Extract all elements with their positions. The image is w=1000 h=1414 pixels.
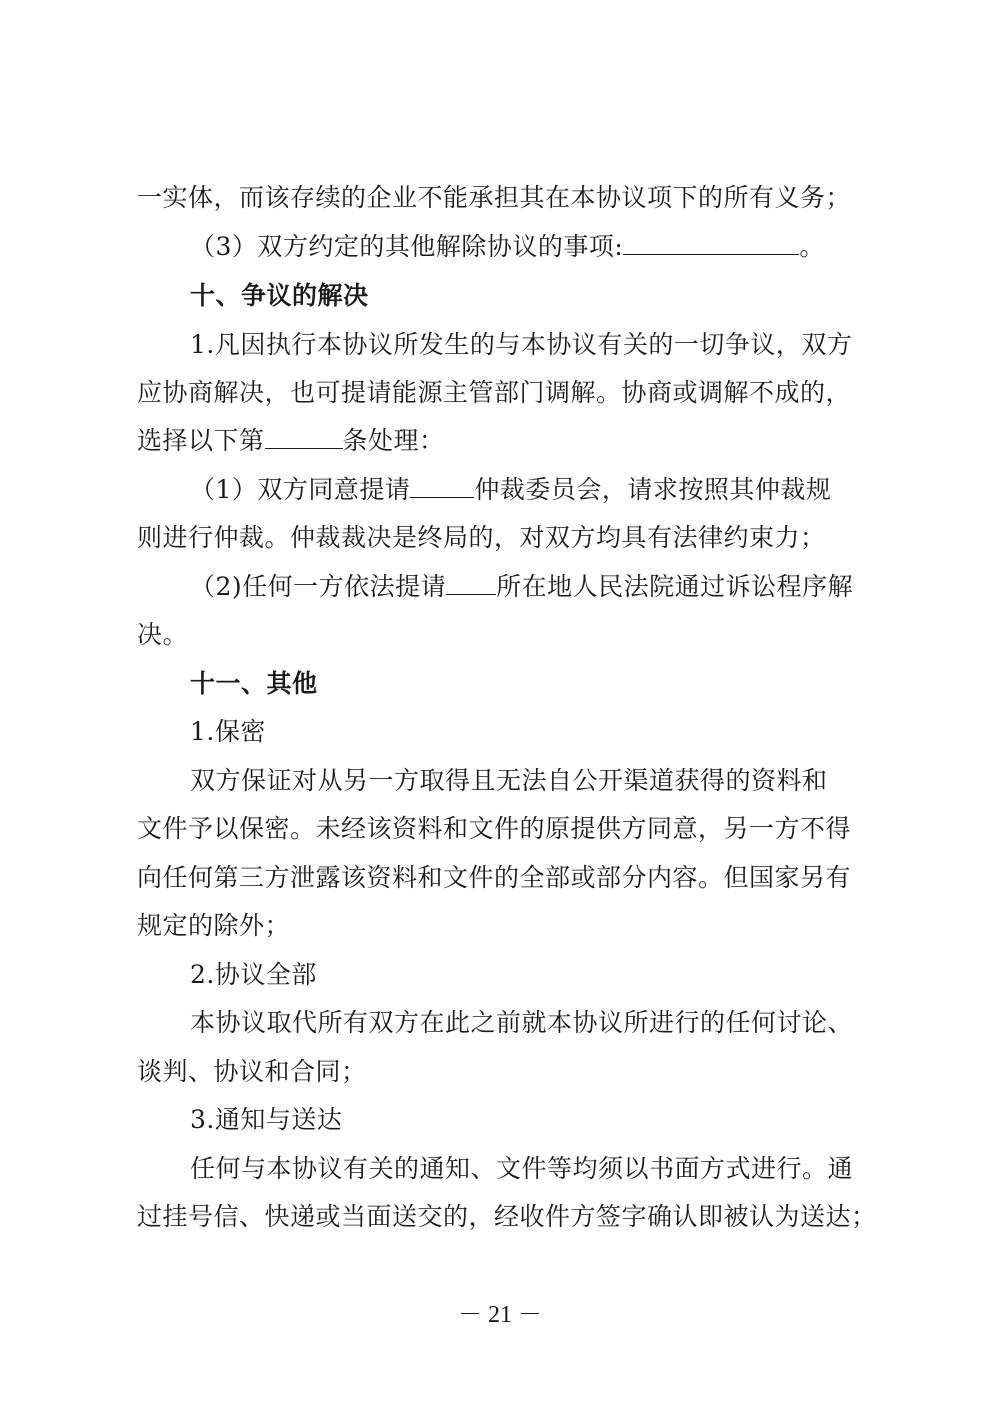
clause-text: 。 (799, 232, 825, 261)
paragraph-line: 过挂号信、快递或当面送交的，经收件方签字确认即被认为送达； (137, 1202, 877, 1231)
section-heading: 十一、其他 (190, 669, 318, 698)
paragraph-line: 双方保证对从另一方取得且无法自公开渠道获得的资料和 (190, 766, 828, 795)
fill-in-blank[interactable] (623, 232, 799, 255)
clause-text: 条处理： (342, 426, 445, 455)
paragraph-line: 任何与本协议有关的通知、文件等均须以书面方式进行。通 (190, 1154, 854, 1183)
paragraph-line: 则进行仲裁。仲裁裁决是终局的，对双方均具有法律约束力； (137, 523, 826, 552)
clause-line (190, 231, 825, 263)
paragraph-line: 文件予以保密。未经该资料和文件的原提供方同意，另一方不得 (137, 814, 852, 843)
paragraph-line: 决。 (137, 620, 189, 649)
paragraph-line: 应协商解决，也可提请能源主管部门调解。协商或调解不成的， (137, 378, 852, 407)
clause-line (137, 425, 445, 457)
fill-in-blank[interactable] (446, 572, 496, 595)
clause-line (190, 571, 853, 603)
fill-in-blank[interactable] (265, 426, 343, 449)
clause-text: （1）双方同意提请 (190, 475, 411, 504)
subsection-title: 3.通知与送达 (190, 1105, 343, 1134)
paragraph-line: 一实体，而该存续的企业不能承担其在本协议项下的所有义务； (137, 183, 852, 212)
page-number: － 21 － (458, 1302, 542, 1328)
paragraph-line: 本协议取代所有双方在此之前就本协议所进行的任何讨论、 (190, 1008, 854, 1037)
paragraph-line: 规定的除外； (137, 911, 291, 940)
fill-in-blank[interactable] (410, 475, 474, 498)
paragraph-line: 1.凡因执行本协议所发生的与本协议有关的一切争议，双方 (190, 330, 853, 359)
paragraph-line: 向任何第三方泄露该资料和文件的全部或部分内容。但国家另有 (137, 863, 852, 892)
paragraph-line: 谈判、协议和合同； (137, 1057, 367, 1086)
subsection-title: 1.保密 (190, 717, 266, 746)
clause-line (190, 474, 831, 506)
section-heading: 十、争议的解决 (190, 281, 369, 310)
clause-text: （2)任何一方依法提请 (190, 572, 447, 601)
subsection-title: 2.协议全部 (190, 960, 317, 989)
clause-text: （3）双方约定的其他解除协议的事项: (190, 232, 624, 261)
clause-text: 所在地人民法院通过诉讼程序解 (496, 572, 854, 601)
clause-text: 仲裁委员会，请求按照其仲裁规 (474, 475, 832, 504)
clause-text: 选择以下第 (137, 426, 265, 455)
